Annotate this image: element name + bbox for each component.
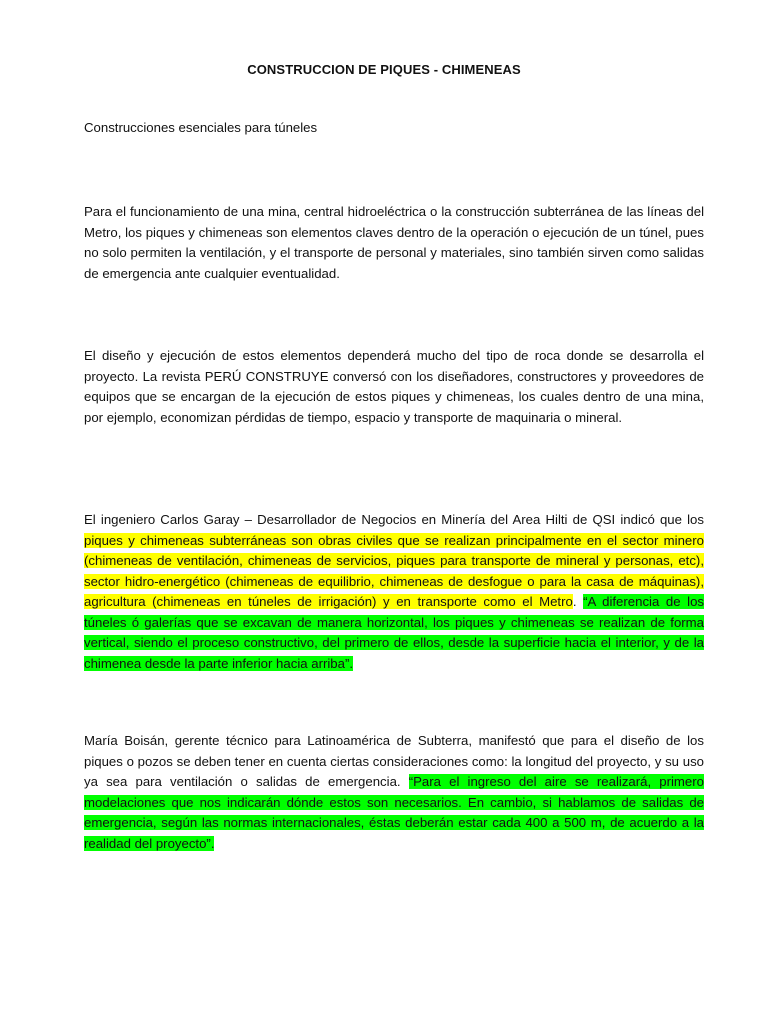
document-title: CONSTRUCCION DE PIQUES - CHIMENEAS bbox=[247, 62, 521, 77]
document-subtitle: Construcciones esenciales para túneles bbox=[84, 120, 318, 135]
highlight-green-quote-2: “Para el ingreso del aire se realizará, primero modelaciones que nos indicarán dónde estos son necesarios. En cambio, si hablamos de salidas de emergencia, según las normas internacionales, éstas deberán estar cada 400 a 500 m, de acuerdo a la realidad del proyecto”. bbox=[84, 774, 704, 851]
paragraph-design: El diseño y ejecución de estos elementos dependerá mucho del tipo de roca donde se desarrolla el proyecto. La revista PERÚ CONSTRUYE conversó con los diseñadores, constructores y proveedores de equipos que se encargan de la ejecución de estos piques y chimeneas, los cuales dentro de una mina, por ejemplo, economizan pérdidas de tiempo, espacio y transporte de maquinaria o mineral. bbox=[84, 348, 704, 425]
paragraph-garay-lead: El ingeniero Carlos Garay – Desarrollador de Negocios en Minería del Area Hilti de QSI indicó que los bbox=[84, 512, 704, 527]
paragraph-garay-quote bbox=[84, 510, 704, 674]
paragraph-boisan-quote bbox=[84, 731, 704, 854]
highlight-yellow-text: piques y chimeneas subterráneas son obras civiles que se realizan principalmente en el sector minero (chimeneas de ventilación, chimeneas de servicios, piques para transporte de mineral y personas, etc), sector hidro-energético (chimeneas de equilibrio, chimeneas de desfogue o para la casa de máquinas), agricultura (chimeneas en túneles de irrigación) y en transporte como el Metro bbox=[84, 532, 704, 609]
paragraph-intro: Para el funcionamiento de una mina, central hidroeléctrica o la construcción subterránea de las líneas del Metro, los piques y chimeneas son elementos claves dentro de la operación o ejecución de un túnel, pues no solo permiten la ventilación, y el transporte de personal y materiales, sino también sirven como salidas de emergencia ante cualquier eventualidad. bbox=[84, 204, 704, 281]
paragraph-boisan-lead: María Boisán, gerente técnico para Latinoamérica de Subterra, manifestó que para el diseño de los piques o pozos se deben tener en cuenta ciertas consideraciones como: la longitud del proyecto, y su uso ya sea para ventilación o salidas de emergencia. bbox=[84, 733, 704, 789]
highlight-green-quote: “A diferencia de los túneles ó galerías que se excavan de manera horizontal, los piques y chimeneas se realizan de forma vertical, siendo el proceso constructivo, del primero de ellos, desde la superficie hacia el interior, y de la chimenea desde la parte inferior hacia arriba”. bbox=[84, 594, 705, 671]
paragraph-garay-separator: . bbox=[572, 594, 584, 609]
